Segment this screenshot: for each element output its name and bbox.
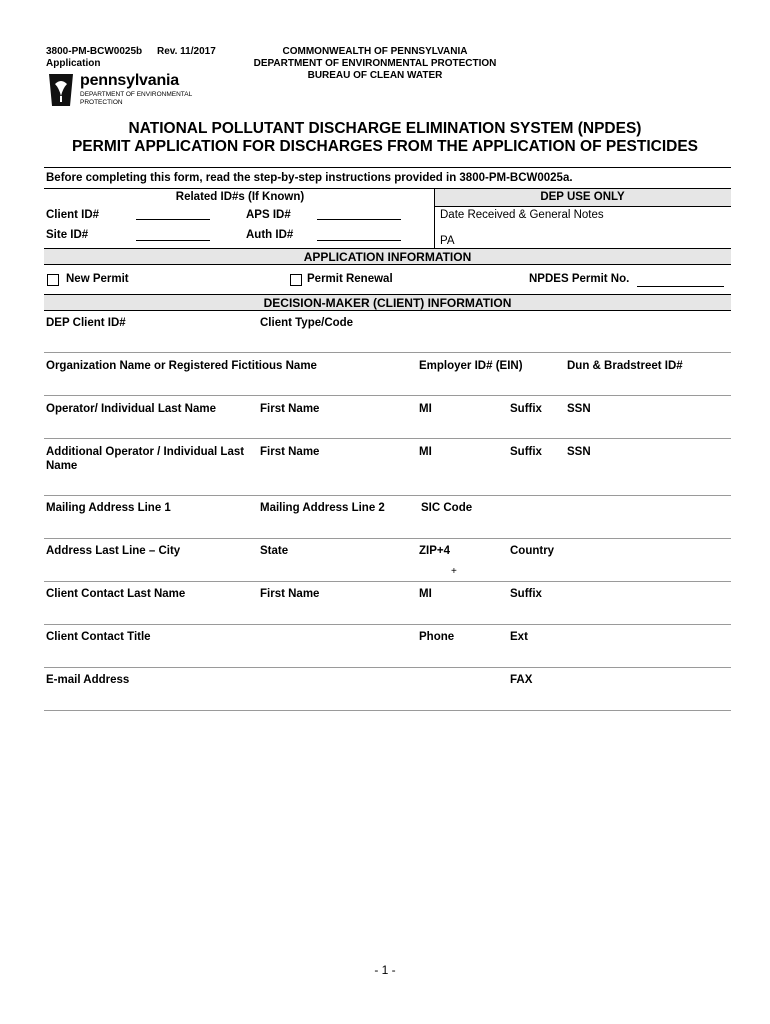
city-label: Address Last Line – City: [46, 545, 181, 557]
row-divider: [44, 667, 731, 668]
agency-line-3: BUREAU OF CLEAN WATER: [307, 70, 443, 81]
mi-label: MI: [419, 403, 432, 415]
logo-subtitle-2: PROTECTION: [80, 99, 123, 106]
contact-suffix-label: Suffix: [510, 588, 542, 600]
contact-title-label: Client Contact Title: [46, 631, 151, 643]
related-ids-heading: Related ID#s (If Known): [175, 191, 305, 203]
row-divider: [44, 538, 731, 539]
additional-operator-label-2: Name: [46, 460, 78, 472]
row-divider: [44, 395, 731, 396]
dep-use-border: [434, 189, 435, 248]
sic-code-label: SIC Code: [421, 502, 473, 514]
additional-mi-label: MI: [419, 446, 432, 458]
aps-id-field[interactable]: [317, 219, 401, 220]
npdes-permit-no-field[interactable]: [637, 286, 724, 287]
form-type: Application: [46, 58, 101, 69]
npdes-permit-no-label: NPDES Permit No.: [529, 273, 630, 285]
suffix-label: Suffix: [510, 403, 542, 415]
country-label: Country: [510, 545, 555, 557]
row-divider: [44, 352, 731, 353]
aps-id-label: APS ID#: [246, 209, 291, 221]
instructions-note: Before completing this form, read the step-by-step instructions provided in 3800-PM-BCW0025a.: [46, 172, 573, 184]
new-permit-checkbox[interactable]: [47, 274, 59, 286]
agency-line-2: DEPARTMENT OF ENVIRONMENTAL PROTECTION: [253, 58, 497, 69]
row-divider: [44, 438, 731, 439]
row-divider: [44, 581, 731, 582]
auth-id-field[interactable]: [317, 240, 401, 241]
dep-use-heading: DEP USE ONLY: [540, 191, 625, 203]
row-divider: [44, 624, 731, 625]
contact-last-name-label: Client Contact Last Name: [46, 588, 186, 600]
zip-label: ZIP+4: [419, 545, 451, 557]
form-title-line-1: NATIONAL POLLUTANT DISCHARGE ELIMINATION SYSTEM (NPDES): [128, 120, 642, 137]
duns-label: Dun & Bradstreet ID#: [567, 360, 683, 372]
permit-renewal-label: Permit Renewal: [307, 273, 393, 285]
additional-first-name-label: First Name: [260, 446, 320, 458]
row-divider: [44, 495, 731, 496]
site-id-label: Site ID#: [46, 229, 89, 241]
mailing-address-1-label: Mailing Address Line 1: [46, 502, 171, 514]
revision-date: Rev. 11/2017: [157, 46, 216, 57]
agency-line-1: COMMONWEALTH OF PENNSYLVANIA: [282, 46, 468, 57]
phone-label: Phone: [419, 631, 455, 643]
ssn-label: SSN: [567, 403, 591, 415]
decision-maker-bottom-rule: [44, 310, 731, 311]
client-id-field[interactable]: [136, 219, 210, 220]
state-pa-label: PA: [440, 235, 455, 247]
page-number: - 1 -: [374, 963, 396, 977]
logo-subtitle-1: DEPARTMENT OF ENVIRONMENTAL: [80, 91, 193, 98]
row-divider: [44, 710, 731, 711]
org-name-label: Organization Name or Registered Fictitious Name: [46, 360, 317, 372]
client-type-label: Client Type/Code: [260, 317, 354, 329]
keystone-icon: [46, 72, 76, 108]
additional-ssn-label: SSN: [567, 446, 591, 458]
dep-client-id-label: DEP Client ID#: [46, 317, 126, 329]
app-info-heading: APPLICATION INFORMATION: [303, 250, 472, 264]
date-received-label: Date Received & General Notes: [440, 209, 604, 221]
additional-suffix-label: Suffix: [510, 446, 542, 458]
ext-label: Ext: [510, 631, 528, 643]
pa-dep-logo: [46, 72, 206, 110]
client-id-label: Client ID#: [46, 209, 100, 221]
first-name-label: First Name: [260, 403, 320, 415]
app-info-bottom-rule: [44, 264, 731, 265]
zip-plus-separator: +: [451, 566, 457, 577]
form-number: 3800-PM-BCW0025b: [46, 46, 143, 57]
permit-renewal-checkbox[interactable]: [290, 274, 302, 286]
mailing-address-2-label: Mailing Address Line 2: [260, 502, 385, 514]
decision-maker-heading: DECISION-MAKER (CLIENT) INFORMATION: [263, 296, 512, 310]
fax-label: FAX: [510, 674, 533, 686]
form-title-line-2: PERMIT APPLICATION FOR DISCHARGES FROM THE APPLICATION OF PESTICIDES: [71, 138, 699, 155]
title-divider: [44, 167, 731, 168]
operator-last-name-label: Operator/ Individual Last Name: [46, 403, 216, 415]
auth-id-label: Auth ID#: [246, 229, 294, 241]
logo-wordmark: pennsylvania: [80, 72, 179, 89]
ein-label: Employer ID# (EIN): [419, 360, 523, 372]
dep-use-divider: [434, 206, 731, 207]
contact-mi-label: MI: [419, 588, 432, 600]
email-label: E-mail Address: [46, 674, 130, 686]
contact-first-name-label: First Name: [260, 588, 320, 600]
state-label: State: [260, 545, 289, 557]
additional-operator-label-1: Additional Operator / Individual Last: [46, 446, 245, 458]
new-permit-label: New Permit: [66, 273, 129, 285]
site-id-field[interactable]: [136, 240, 210, 241]
